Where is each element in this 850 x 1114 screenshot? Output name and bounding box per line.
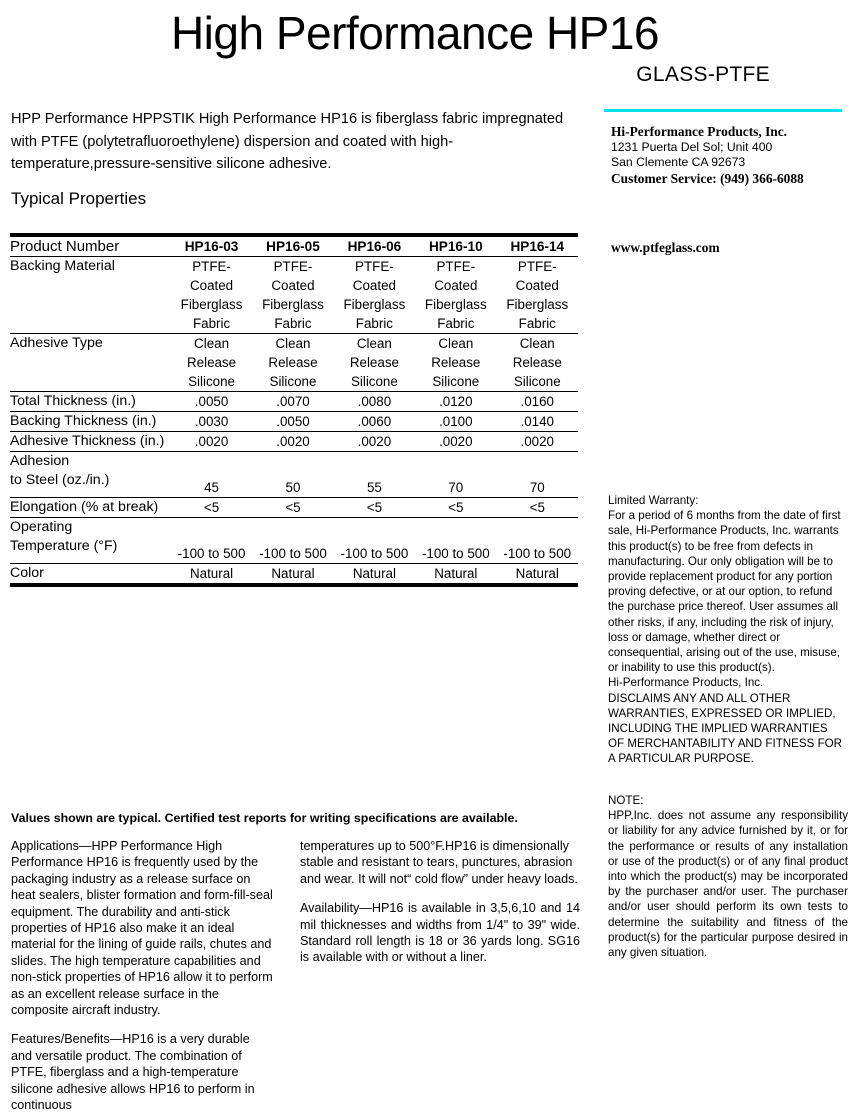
row-value: <5: [448, 500, 464, 515]
limited-warranty-block: [608, 493, 846, 767]
table-row: [10, 518, 578, 563]
company-address-line-2: San Clemente CA 92673: [611, 155, 746, 170]
row-label: Adhesive Thickness (in.): [10, 433, 165, 449]
typical-values-note: Values shown are typical. Certified test reports for writing specifications are available.: [11, 811, 518, 825]
note-body: HPP,Inc. does not assume any responsibility or liability for any advice furnished by it, or for the performance or results of any installation or use of the product(s) or of any final product into which the product(s) may be incorporated by the purchaser and/or user. The purchaser and/or user should perform its own tests to determine the suitability and fitness of the product(s) for the particular purpose desired in any given situation.: [608, 809, 848, 960]
row-label: Operating Temperature (°F): [10, 519, 118, 554]
row-value: .0050: [276, 414, 310, 429]
table-bottom-rule: [10, 583, 578, 587]
company-info: [611, 124, 846, 186]
row-value: PTFE-Coated Fiberglass Fabric: [424, 259, 487, 331]
row-value: .0020: [276, 434, 310, 449]
column-header-3: HP16-10: [428, 239, 483, 254]
row-value: .0100: [439, 414, 473, 429]
row-value: .0030: [194, 414, 229, 429]
row-value: Natural: [189, 566, 234, 581]
row-value: 70: [529, 480, 545, 495]
availability-paragraph: Availability—HP16 is available in 3,5,6,10 and 14 mil thicknesses and widths from 1/4" to 39" wide. Standard roll length is 18 or 36 yards long. SG16 is available with or without a liner.: [300, 901, 580, 965]
row-value: 55: [366, 480, 382, 495]
row-value: .0050: [194, 394, 229, 409]
row-value: PTFE-Coated Fiberglass Fabric: [343, 259, 406, 331]
row-label: Total Thickness (in.): [10, 393, 136, 409]
row-value: -100 to 500: [503, 546, 572, 561]
applications-column: [11, 838, 274, 1114]
spec-table-body: [10, 233, 578, 587]
row-value: .0020: [357, 434, 392, 449]
customer-service-phone: Customer Service: (949) 366-6088: [611, 170, 804, 186]
row-value: Clean Release Silicone: [268, 336, 318, 389]
table-row: [10, 452, 578, 497]
warranty-body: For a period of 6 months from the date of first sale, Hi-Performance Products, Inc. warrants this product(s) to be free from defects in manufacturing. Our only obligation will be to provide replacement product for any portion proving defective, or at our option, to refund the purchase price thereof. User assumes all other risks, if any, including the risk of injury, loss or damage, whether direct or consequential, arising out of the use, misuse, or inability to use this product(s).: [608, 509, 841, 675]
features-benefits-paragraph: Features/Benefits—HP16 is a very durable and versatile product. The combination of PTFE, fiberglass and a high-temperature silicone adhesive allows HP16 to perform in continuous: [11, 1032, 255, 1113]
row-label: Backing Material: [10, 258, 115, 274]
row-value: .0120: [439, 394, 473, 409]
row-value: Clean Release Silicone: [349, 336, 399, 389]
row-value: Clean Release Silicone: [186, 336, 237, 389]
row-value: PTFE-Coated Fiberglass Fabric: [506, 259, 569, 331]
row-label: Elongation (% at break): [10, 499, 159, 515]
row-value: <5: [529, 500, 545, 515]
row-value: -100 to 500: [259, 546, 327, 561]
table-row: [10, 334, 578, 391]
warranty-disclaimer-company: Hi-Performance Products, Inc.: [608, 676, 764, 690]
company-name: Hi-Performance Products, Inc.: [611, 124, 788, 139]
table-row: [10, 564, 578, 583]
page-header: [0, 0, 850, 88]
column-header-2: HP16-06: [347, 239, 402, 254]
column-header-1: HP16-05: [266, 239, 320, 254]
page-subtitle: GLASS-PTFE: [636, 63, 770, 86]
warranty-disclaimer: DISCLAIMS ANY AND ALL OTHER WARRANTIES, EXPRESSED OR IMPLIED, INCLUDING THE IMPLIED WARRANTIES OF MERCHANTABILITY AND FITNESS FOR A PARTICULAR PURPOSE.: [608, 691, 843, 766]
row-value: Clean Release Silicone: [431, 336, 481, 389]
row-value: 50: [285, 480, 301, 495]
column-header-4: HP16-14: [510, 239, 565, 254]
row-label: Color: [10, 565, 44, 581]
row-value: PTFE-Coated Fiberglass Fabric: [262, 259, 324, 331]
row-label: Backing Thickness (in.): [10, 413, 157, 429]
company-website[interactable]: www.ptfeglass.com: [611, 240, 720, 255]
warranty-heading: Limited Warranty:: [608, 494, 699, 507]
row-value: .0020: [194, 434, 229, 449]
company-address-line-1: 1231 Puerta Del Sol; Unit 400: [611, 139, 773, 154]
column-header-0: HP16-03: [184, 239, 239, 254]
page-title: High Performance HP16: [170, 7, 660, 59]
row-label: Adhesion to Steel (oz./in.): [10, 453, 110, 488]
accent-divider: [604, 109, 842, 112]
note-heading: NOTE:: [608, 794, 644, 807]
row-value: .0070: [276, 394, 310, 409]
row-value: 45: [204, 480, 219, 495]
row-value: Natural: [271, 566, 315, 581]
row-value: -100 to 500: [177, 546, 246, 561]
row-value: 70: [448, 480, 464, 495]
note-block: [608, 793, 848, 960]
row-value: .0020: [520, 434, 555, 449]
row-value: <5: [285, 500, 301, 515]
row-value: PTFE-Coated Fiberglass Fabric: [180, 259, 243, 331]
row-value: <5: [203, 500, 220, 515]
row-value: .0060: [357, 414, 392, 429]
row-value: Natural: [352, 566, 396, 581]
table-row: [10, 412, 578, 431]
row-value: -100 to 500: [340, 546, 409, 561]
row-value: .0140: [520, 414, 555, 429]
row-value: -100 to 500: [421, 546, 490, 561]
specifications-table: [10, 233, 578, 587]
applications-paragraph: Applications—HPP Performance High Performance HP16 is frequently used by the packaging industry as a release surface on heat sealers, blister formation and form-fill-seal equipment. The durability and anti-stick properties of HP16 also make it an ideal material for the lining of guide rails, chutes and slides. The high temperature capabilities and non-stick properties of HP16 allow it to perform as an excellent release surface in the composite aircraft industry.: [11, 839, 273, 1018]
table-row: [10, 392, 578, 411]
row-value: .0080: [357, 394, 392, 409]
column-header-label: Product Number: [10, 238, 120, 255]
features-continued-paragraph: temperatures up to 500°F.HP16 is dimensionally stable and resistant to tears, punctures, abrasion and wear. It will not“ cold flow” under heavy loads.: [300, 839, 578, 886]
table-header-row: [10, 237, 578, 256]
row-value: <5: [366, 500, 383, 515]
table-row: [10, 498, 578, 517]
row-value: Natural: [515, 566, 559, 581]
row-value: Natural: [434, 566, 478, 581]
table-row: [10, 257, 578, 333]
row-value: .0020: [439, 434, 473, 449]
row-value: Clean Release Silicone: [512, 336, 562, 389]
availability-column: [300, 838, 580, 966]
table-row: [10, 432, 578, 451]
row-value: .0160: [520, 394, 555, 409]
section-title-typical-properties: Typical Properties: [11, 189, 147, 208]
intro-paragraph: HPP Performance HPPSTIK High Performance HP16 is fiberglass fabric impregnated with PTFE (polytetrafluoroethylene) dispersion and coated with high-temperature,pressure-sensitive silicone adhesive.: [11, 111, 564, 172]
row-label: Adhesive Type: [10, 335, 103, 351]
